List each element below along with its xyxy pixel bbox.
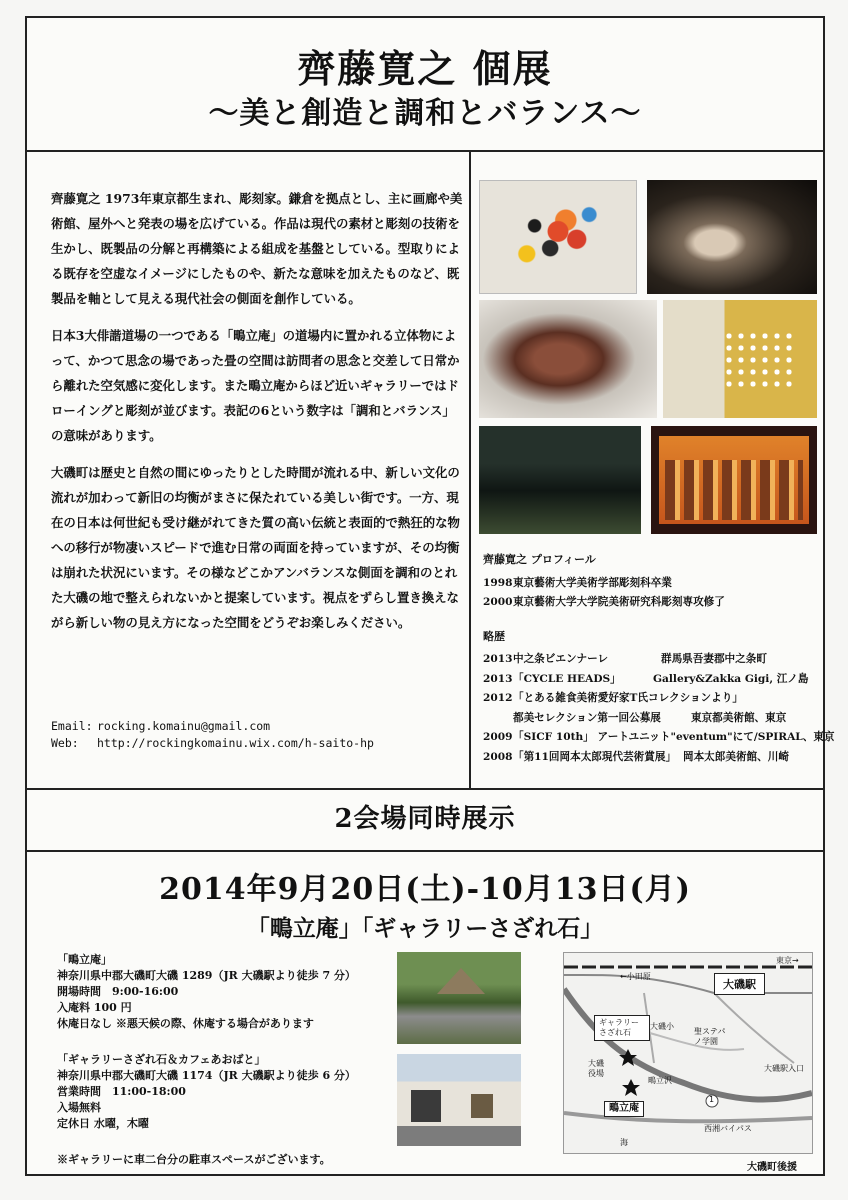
web-link[interactable]: http://rockingkomainu.wix.com/h-saito-hp xyxy=(97,736,374,750)
main-section xyxy=(27,150,835,790)
column-divider xyxy=(469,150,471,788)
email-link[interactable]: rocking.komainu@gmail.com xyxy=(97,719,271,733)
photo-shigitatsuan xyxy=(397,952,521,1044)
page-subtitle: 〜美と創造と調和とバランス〜 xyxy=(208,96,642,131)
venue-2-address: 神奈川県中郡大磯町大磯 1174（JR 大磯駅より徒歩 6 分） xyxy=(57,1069,356,1082)
map-label-road-1: 1 xyxy=(709,1095,715,1104)
poster-frame xyxy=(25,16,835,1176)
artwork-photo-lion-head xyxy=(479,300,657,418)
description-paragraph-3: 大磯町は歴史と自然の間にゆったりとした時間が流れる中、新しい文化の流れが加わって新旧の均衡がまさに保たれている美しい街です。一方、現在の日本は何世紀も受け継がれてきた質の高い伝統と表面的で熱狂的な物への移行が物凄いスピードで進む日常の両面を持っていますが、その均衡は崩れた状況にいます。その様などこかアンバランスな側面を調和のとれた大磯の地で整えられないかと提案しています。視点をずらし置き換えながら新しい物の見え方になった空間をどうぞお楽しみください。 xyxy=(51,465,460,630)
venue-1-info xyxy=(57,952,397,1032)
artist-profile xyxy=(483,550,835,767)
venue-1-fee: 入庵料 100 円 xyxy=(57,1001,132,1014)
access-map xyxy=(563,952,813,1154)
artwork-photo-bottles xyxy=(651,426,817,534)
map-label-school: 大磯小 xyxy=(650,1022,674,1031)
email-label: Email: xyxy=(51,719,93,733)
venue-2-hours: 営業時間 11:00-18:00 xyxy=(57,1085,186,1098)
map-roads xyxy=(564,953,812,1153)
education-row: 2000東京藝術大学大学院美術研究科彫刻専攻修了 xyxy=(483,596,725,608)
map-shigitatsuan-label: 鴫立庵 xyxy=(604,1101,644,1117)
history-heading: 略歴 xyxy=(483,629,505,643)
artwork-photo-wall-installation xyxy=(663,300,817,418)
title-section xyxy=(27,18,823,152)
description-paragraph-1: 齊藤寛之 1973年東京都生まれ、彫刻家。鎌倉を拠点とし、主に画廊や美術館、屋外へと発表の場を広げている。作品は現代の素材と彫刻の技術を生かし、既製品の分解と再構築による組成を基盤としている。型取りによる既存を空虚なイメージにしたものや、新たな意味を加えたものなど、既製品を軸として見える現代社会の側面を創作している。 xyxy=(51,191,463,306)
map-label-shigitatsuan-small: 鴫立沢 xyxy=(648,1076,672,1085)
venue-2-fee: 入場無料 xyxy=(57,1101,101,1114)
venue-1-address: 神奈川県中郡大磯町大磯 1289（JR 大磯駅より徒歩 7 分） xyxy=(57,969,356,982)
venue-1-name: 「鴫立庵」 xyxy=(57,953,112,966)
description-text xyxy=(51,186,465,647)
web-label: Web: xyxy=(51,736,79,750)
exhibition-dates: 2014年9月20日(土)-10月13日(月) xyxy=(159,872,691,907)
education-row: 1998東京藝術大学美術学部彫刻科卒業 xyxy=(483,576,672,589)
profile-heading: 齊藤寛之 プロフィール xyxy=(483,553,596,566)
map-label-office: 大磯役場 xyxy=(588,1059,604,1078)
artwork-photo-splatter xyxy=(479,180,637,294)
venue-2-closed: 定休日 水曜，木曜 xyxy=(57,1117,149,1130)
history-row: 2008「第11回岡本太郎現代芸術賞展」 岡本太郎美術館、川崎 xyxy=(483,750,789,763)
map-caption: 大磯町後援 xyxy=(747,1162,797,1173)
map-station-label: 大磯駅 xyxy=(714,973,765,995)
map-label-bypass: 西湘バイパス xyxy=(704,1124,752,1133)
venue-2-info xyxy=(57,1052,397,1132)
history-row: 2009「SICF 10th」 アートユニット"eventum"にて/SPIRAL、東京 xyxy=(483,731,835,743)
contact-info xyxy=(51,718,465,752)
map-label-odawara: ←小田原 xyxy=(620,972,651,981)
page-title: 齊藤寛之 個展 xyxy=(297,46,553,91)
history-row: 2013中之条ビエンナーレ 群馬県吾妻郡中之条町 xyxy=(483,653,767,665)
map-label-church: 聖ステパノ学園 xyxy=(694,1027,726,1046)
artwork-photo-sculpture-dark xyxy=(647,180,817,294)
history-row: 都美セレクション第一回公募展 東京都美術館、東京 xyxy=(513,711,787,724)
exhibition-venues: 「鴫立庵」「ギャラリーさざれ石」 xyxy=(246,915,604,942)
venue-2-name: 「ギャラリーさざれ石＆カフェあおばと」 xyxy=(57,1053,266,1066)
venue-1-hours: 開場時間 9:00-16:00 xyxy=(57,985,179,998)
photo-pond xyxy=(479,426,641,534)
history-row: 2013「CYCLE HEADS」 Gallery&Zakka Gigi, 江ノ島 xyxy=(483,672,809,685)
description-paragraph-2: 日本3大俳諧道場の一つである「鴫立庵」の道場内に置かれる立体物によって、かつて思念の場であった畳の空間は訪問者の思念と交差して日常から離れた空気感に変化します。また鴫立庵からほど近いギャラリーではドローイングと彫刻が並びます。表記の6という数字は「調和とバランス」の意味があります。 xyxy=(51,328,460,443)
history-row: 2012「とある雑食美術愛好家T氏コレクションより」 xyxy=(483,692,743,704)
map-label-sea: 海 xyxy=(620,1138,628,1147)
venue-1-closed: 休庵日なし ※悪天候の際、休庵する場合があります xyxy=(57,1017,314,1030)
map-label-tokyo: 東京→ xyxy=(776,956,799,965)
map-gallery-label: ギャラリーさざれ石 xyxy=(594,1015,650,1041)
two-venue-banner: 2会場同時展示 xyxy=(27,788,823,852)
parking-note: ※ギャラリーに車二台分の駐車スペースがございます。 xyxy=(57,1153,331,1166)
photo-gallery-sazareishi xyxy=(397,1054,521,1146)
map-label-entrance: 大磯駅入口 xyxy=(764,1064,804,1073)
venue-info xyxy=(57,952,397,1168)
